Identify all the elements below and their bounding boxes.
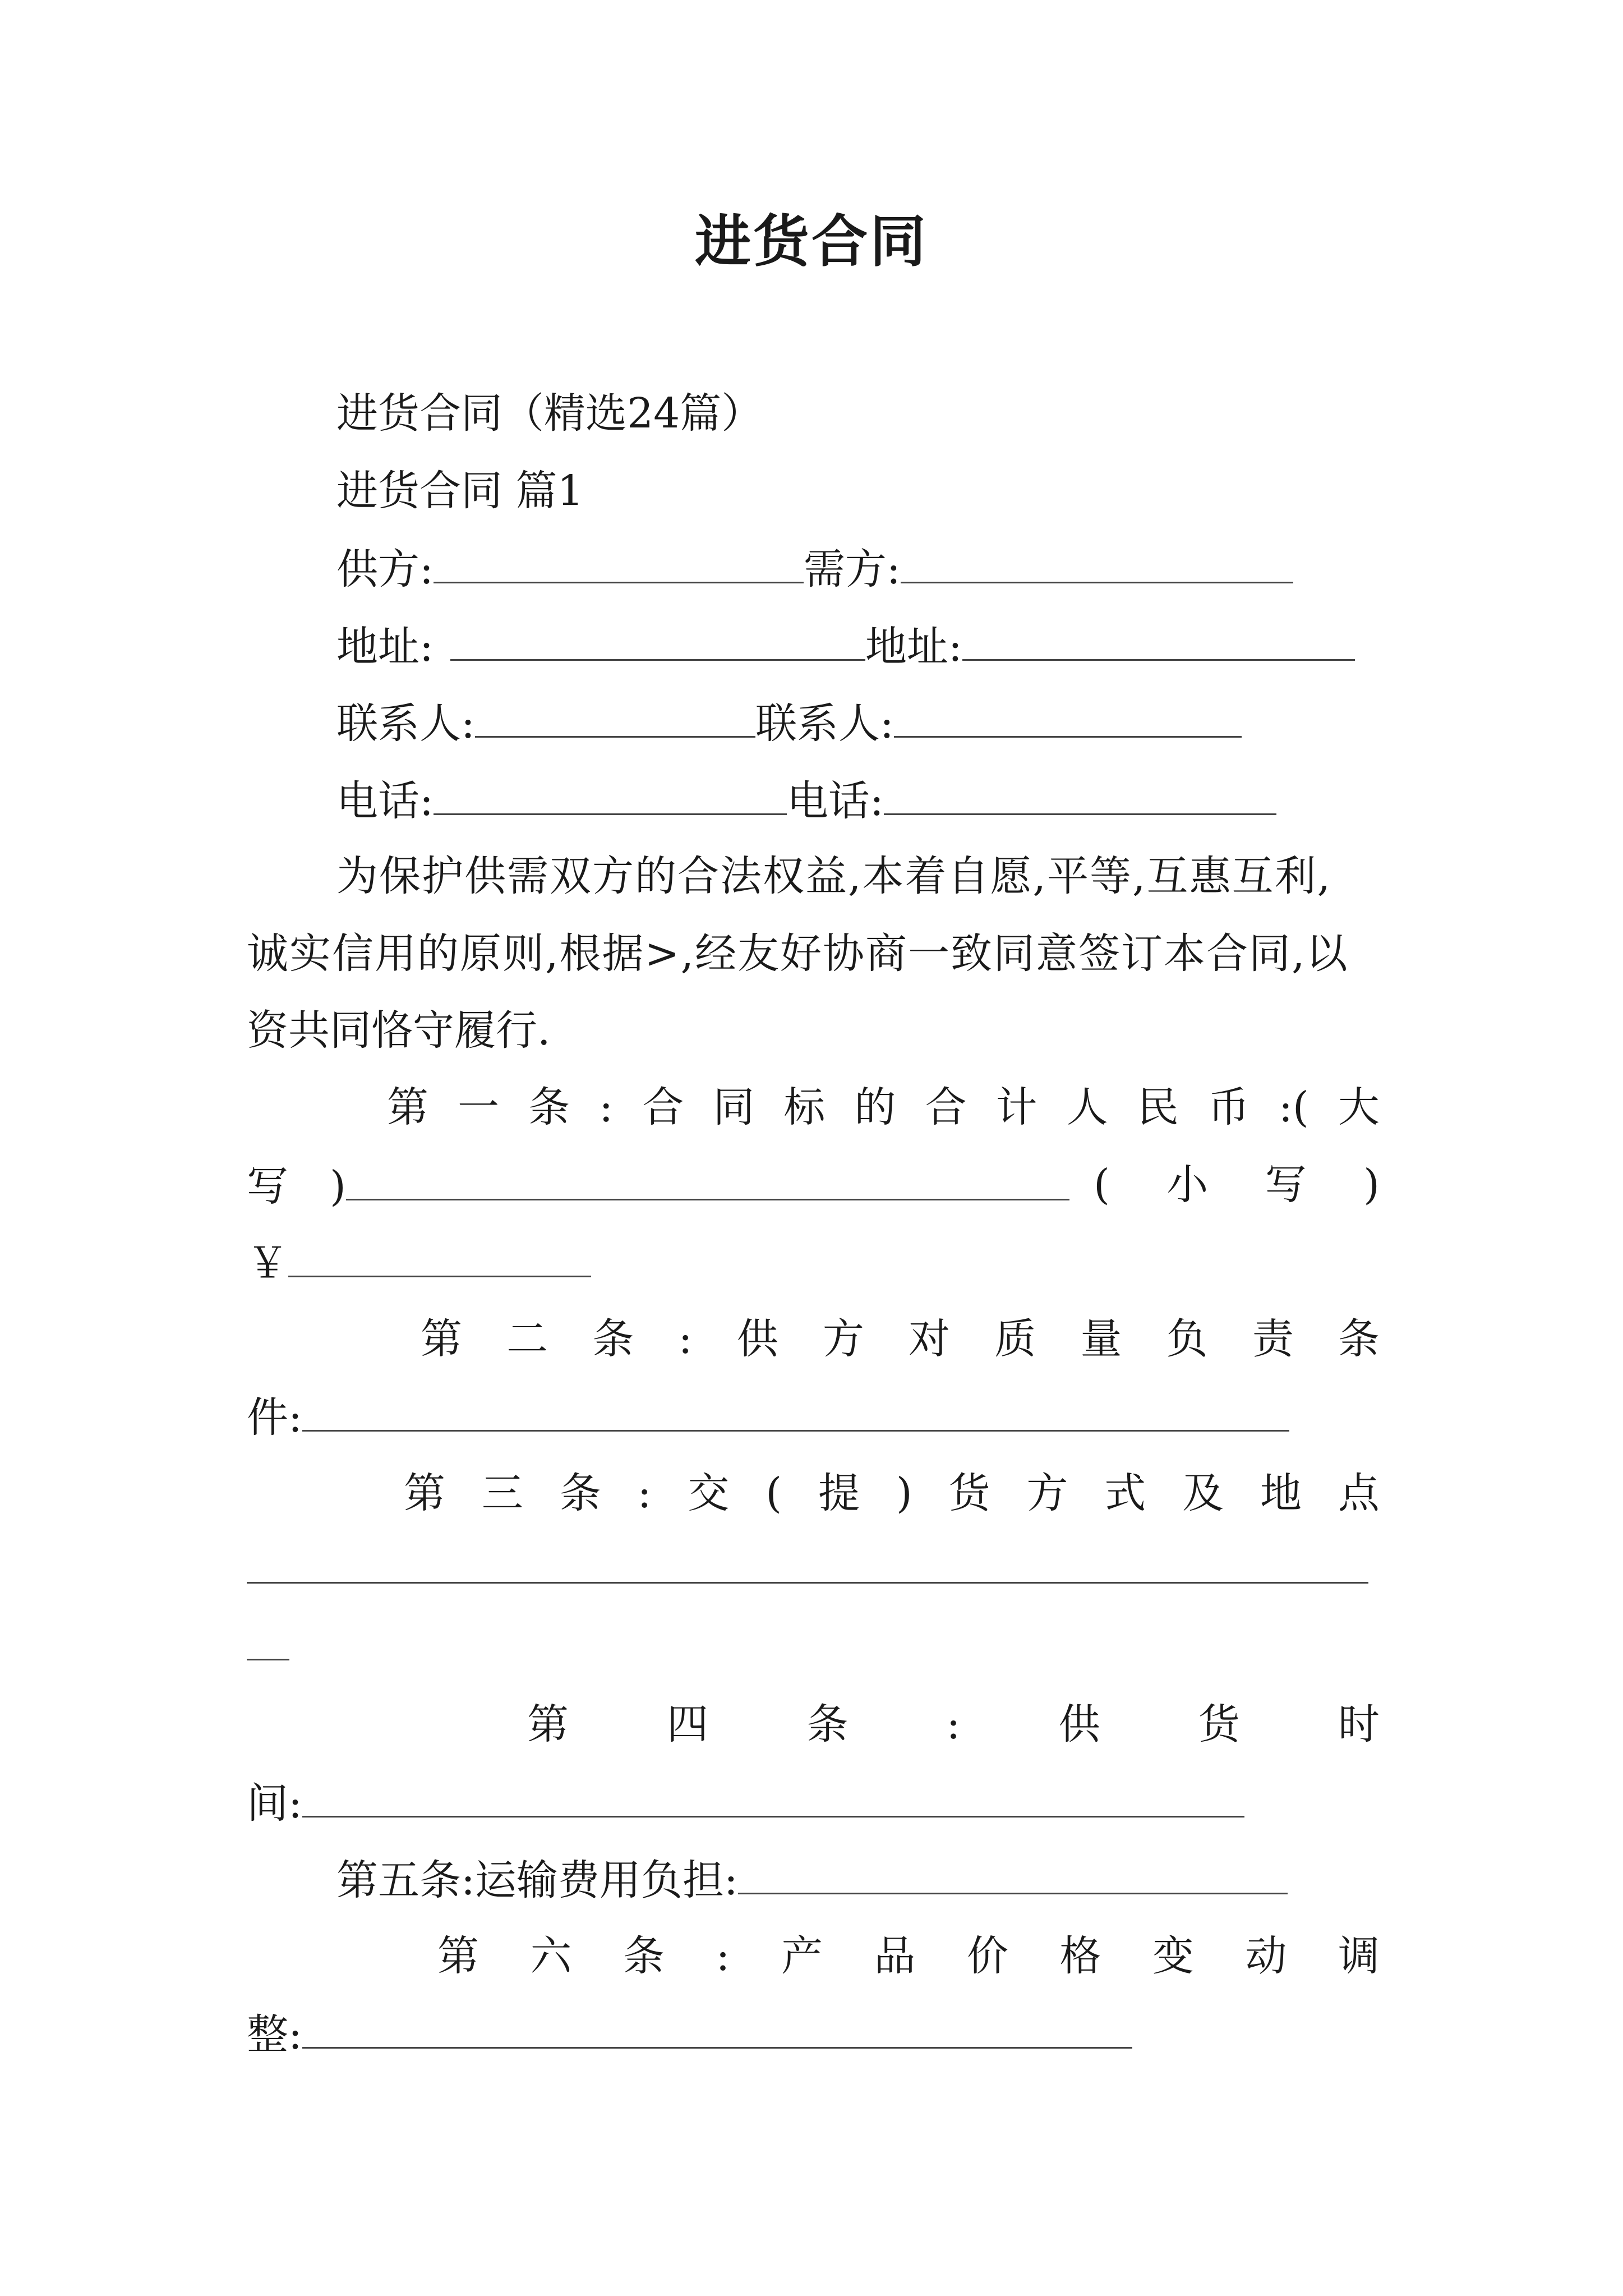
article-6-blank[interactable] [302,2012,1132,2049]
article-2-label: 件: [247,1393,302,1442]
article-1-yuan-symbol: ￥ [247,1239,288,1287]
article-1-lowercase-char: 小 [1166,1161,1209,1209]
phone-blank-buyer[interactable] [884,779,1276,815]
article-3-heading-char: 地 [1260,1469,1302,1517]
article-2-heading-char: 供 [736,1315,778,1363]
article-1-lowercase-char: ( [1094,1161,1110,1209]
article-6-row [247,2010,1132,2059]
article-1-uppercase-blank[interactable] [346,1164,1069,1200]
article-1-heading-char: : [599,1083,614,1131]
article-1-heading-char: 合 [642,1083,684,1131]
article-3-heading-char: : [637,1469,652,1517]
article-6-heading-char: 价 [966,1932,1008,1980]
article-1-yuan-blank[interactable] [288,1241,591,1277]
article-3-heading-char: 式 [1104,1469,1146,1517]
article-3-heading-char: 及 [1182,1469,1224,1517]
article-2-heading-char: 条 [1338,1315,1380,1363]
article-1-heading-char: 条 [528,1083,570,1131]
article-3-heading [404,1469,1380,1517]
article-1-heading-char: 一 [458,1083,500,1131]
article-2-heading-char: : [678,1315,693,1363]
article-6-heading-char: 第 [437,1932,479,1980]
article-1-lowercase-label [1094,1161,1380,1209]
article-2-heading-char: 质 [994,1315,1036,1363]
buyer-label: 需方: [803,545,901,593]
contact-label-supplier: 联系人: [336,700,475,748]
article-4-heading-char: : [946,1700,961,1749]
document-title: 进货合同 [695,209,928,274]
article-2-heading-char: 责 [1252,1315,1294,1363]
address-label-supplier: 地址: [336,623,434,671]
address-blank-buyer[interactable] [962,624,1355,661]
article-2-heading-char: 量 [1080,1315,1122,1363]
article-1-heading-char: 的 [854,1083,896,1131]
article-2-heading-char: 条 [592,1315,634,1363]
supplier-label: 供方: [336,545,434,593]
intro-line-1: 为保护供需双方的合法权益,本着自愿,平等,互惠互利, [336,852,1332,900]
article-6-heading-char: 动 [1245,1932,1287,1980]
article-3-heading-char: 货 [948,1469,990,1517]
phone-row [336,777,1276,825]
article-3-heading-char: ) [896,1469,912,1517]
article-1-uppercase-label: 写 ) [247,1162,346,1211]
article-3-heading-char: 交 [688,1469,730,1517]
article-2-row [247,1393,1289,1442]
article-1-lowercase-char: 写 [1265,1161,1307,1209]
article-1-heading-char: 民 [1137,1083,1179,1131]
article-1-heading-char: 同 [713,1083,755,1131]
phone-label-supplier: 电话: [336,777,434,825]
phone-blank-supplier[interactable] [434,779,787,815]
article-3-blank-line[interactable] [247,1582,1368,1584]
contact-row [336,700,1242,748]
article-3-heading-char: 三 [481,1469,523,1517]
article-5-label: 第五条:运输费用负担: [336,1856,738,1904]
article-6-heading-char: 六 [530,1932,572,1980]
article-2-heading-char: 方 [822,1315,864,1363]
article-2-heading [421,1315,1380,1363]
address-label-buyer: 地址: [865,623,962,671]
article-6-heading-char: 产 [781,1932,823,1980]
article-6-heading-char: 品 [874,1932,916,1980]
article-4-heading-char: 供 [1058,1700,1100,1749]
article-1-heading-char: 大 [1338,1083,1380,1131]
article-4-heading-char: 货 [1198,1700,1240,1749]
intro-line-3: 资共同恪守履行. [247,1006,551,1055]
article-5-row [336,1856,1288,1904]
supplier-blank[interactable] [434,547,804,583]
article-1-yuan-row [247,1239,591,1287]
article-6-heading-char: 变 [1152,1932,1194,1980]
article-1-heading-char: 标 [783,1083,826,1131]
phone-label-buyer: 电话: [786,777,884,825]
article-3-heading-char: 方 [1026,1469,1068,1517]
article-4-label: 间: [247,1779,302,1828]
intro-line-2: 诚实信用的原则,根据>,经友好协商一致同意签订本合同,以 [247,930,1349,978]
article-1-heading-char: 第 [387,1083,428,1131]
address-blank-supplier[interactable] [450,624,865,661]
contact-label-buyer: 联系人: [755,700,894,748]
article-1-heading [387,1083,1380,1131]
article-4-heading-char: 第 [527,1700,569,1749]
article-3-heading-char: 提 [818,1469,860,1517]
article-5-blank[interactable] [738,1858,1288,1894]
buyer-blank[interactable] [901,547,1293,583]
article-2-heading-char: 负 [1166,1315,1208,1363]
contact-blank-supplier[interactable] [475,701,755,738]
article-6-heading-char: : [716,1932,730,1980]
article-4-heading-char: 条 [806,1700,849,1749]
article-3-heading-char: 第 [404,1469,445,1517]
article-1-heading-char: 合 [925,1083,967,1131]
article-3-heading-char: 点 [1338,1469,1380,1517]
contact-blank-buyer[interactable] [894,701,1242,738]
article-6-label: 整: [247,2010,302,2059]
article-1-heading-char: :( [1278,1083,1309,1131]
article-4-blank[interactable] [302,1781,1244,1818]
article-4-heading-char: 四 [667,1700,709,1749]
supplier-row [336,545,1293,593]
article-4-heading [527,1700,1380,1749]
article-6-heading-char: 调 [1338,1932,1380,1980]
article-1-heading-char: 币 [1207,1083,1249,1131]
article-3-heading-char: ( [766,1469,782,1517]
article-3-heading-char: 条 [559,1469,601,1517]
article-6-heading-char: 格 [1059,1932,1101,1980]
article-6-heading-char: 条 [623,1932,665,1980]
article-1-lowercase-char: ) [1363,1161,1380,1209]
article-1-heading-char: 计 [995,1083,1038,1131]
article-2-heading-char: 第 [421,1315,462,1363]
article-4-row [247,1779,1244,1828]
document-subtitle: 进货合同（精选24篇） [336,389,763,438]
article-6-heading [437,1932,1380,1980]
address-row [336,623,1355,671]
article-2-blank[interactable] [302,1395,1289,1432]
section-heading: 进货合同 篇1 [336,467,584,515]
article-2-heading-char: 对 [909,1315,951,1363]
article-2-heading-char: 二 [506,1315,548,1363]
article-1-heading-char: 人 [1066,1083,1108,1131]
article-3-blank-line-cont[interactable] [247,1659,289,1660]
article-4-heading-char: 时 [1338,1700,1380,1749]
